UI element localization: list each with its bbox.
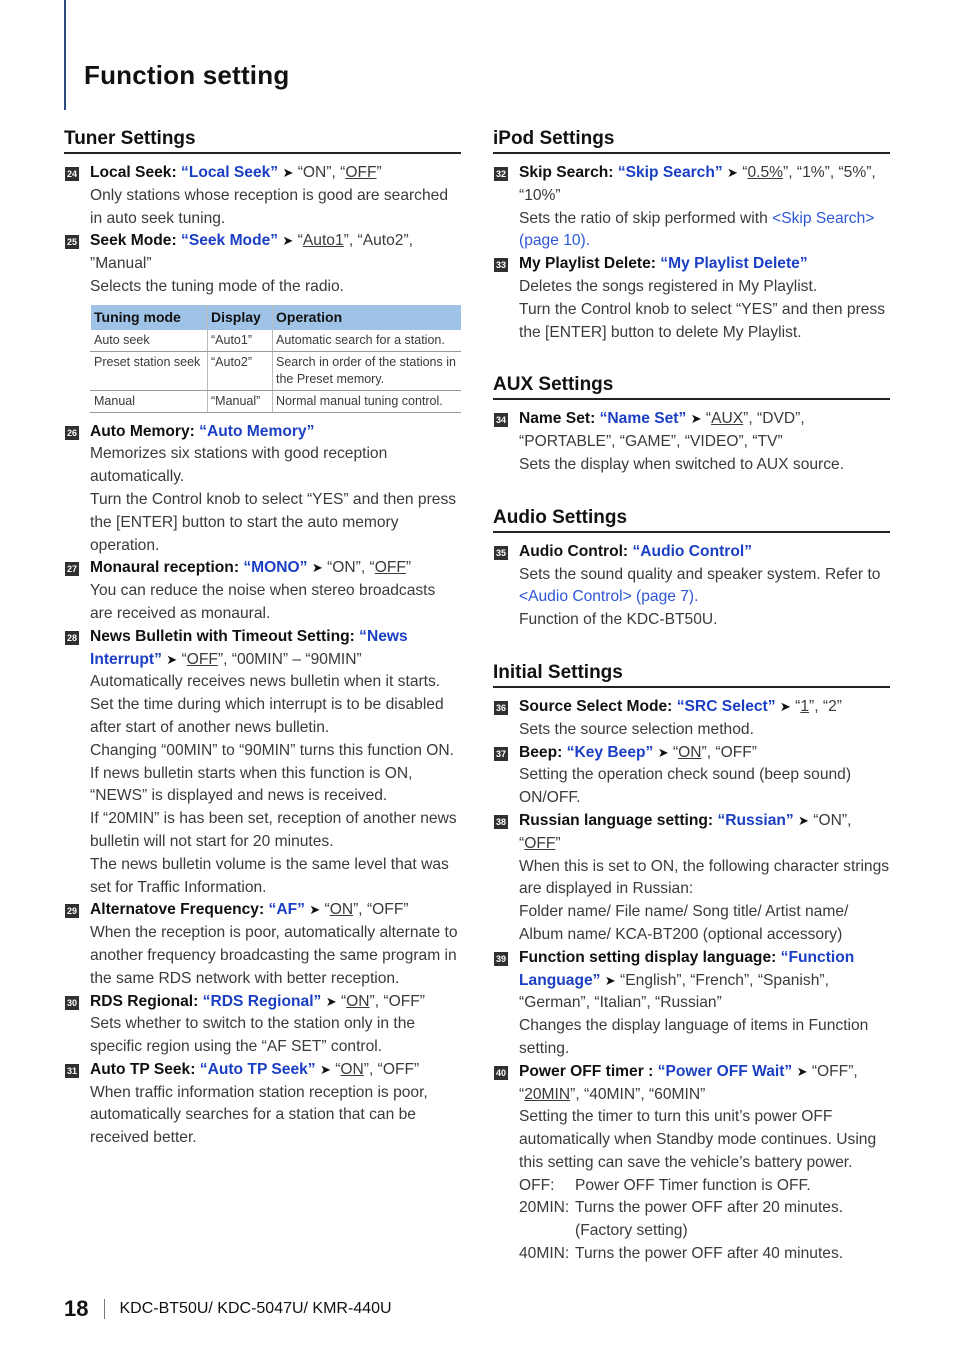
table-cell: “Manual” — [208, 390, 273, 412]
options: “English”, “French”, “Spanish”, “German”, “Italian”, “Russian” — [519, 971, 829, 1012]
options: “ON”, “OFF” — [340, 992, 425, 1010]
item-label: Audio Control: — [519, 542, 629, 560]
item-description: Deletes the songs registered in My Playlist. — [519, 277, 818, 295]
arrow-icon: ➤ — [166, 651, 178, 667]
display-key: “Key Beep” — [566, 743, 654, 761]
item-description: If “20MIN” is has been set, reception of another news bulletin will not start for 20 minutes. — [90, 810, 457, 850]
default-option: OFF — [374, 559, 406, 577]
display-key: “AF” — [268, 901, 305, 919]
item-description: Memorizes six stations with good reception automatically. — [90, 445, 388, 486]
display-key: “Skip Search” — [617, 164, 723, 181]
item-label: Power OFF timer : — [519, 1062, 654, 1080]
definition-value: Power OFF Timer function is OFF. — [575, 1176, 811, 1194]
options: “OFF”, “00MIN” – “90MIN” — [181, 650, 362, 668]
item-number-badge: 26 — [66, 427, 77, 438]
arrow-icon: ➤ — [796, 1063, 808, 1079]
default-option: 0.5% — [747, 164, 784, 181]
table-header-row — [91, 305, 462, 330]
default-option: Auto1 — [302, 232, 344, 250]
section-heading-initial: Initial Settings — [493, 662, 890, 688]
item-label: Auto TP Seek: — [90, 1060, 196, 1078]
item-description: Sets the ratio of skip performed with — [519, 209, 773, 227]
item-number-badge: 31 — [66, 1065, 77, 1076]
options: “ON”, “OFF” — [297, 164, 382, 181]
item-number-badge: 25 — [66, 237, 77, 248]
definition-row — [519, 1175, 890, 1198]
default-option: ON — [346, 992, 370, 1010]
item-description: Automatically receives news bulletin when it starts. Set the time during which interrupt is to be disabled after start of another news bulletin. — [90, 673, 444, 736]
item-number-badge: 38 — [495, 816, 506, 827]
item-number-badge: 35 — [495, 547, 506, 558]
item-power-off-wait — [493, 1061, 890, 1266]
item-number-badge: 33 — [495, 260, 506, 271]
item-label: Skip Search: — [519, 164, 614, 181]
page-footer — [64, 1296, 392, 1322]
display-key: “SRC Select” — [676, 697, 776, 715]
definition-key: 20MIN: — [519, 1199, 570, 1217]
item-label: Name Set: — [519, 410, 596, 428]
item-description: When traffic information station reception is poor, automatically searches for a station that can be received better. — [90, 1083, 428, 1147]
tuning-mode-table — [90, 305, 461, 413]
item-number-badge: 24 — [66, 169, 77, 179]
arrow-icon: ➤ — [282, 165, 294, 180]
item-number-badge: 30 — [66, 997, 77, 1008]
item-description: When the reception is poor, automatically alternate to another frequency broadcasting the same program in the same RDS network with better reception. — [90, 924, 458, 987]
arrow-icon: ➤ — [282, 233, 294, 249]
item-number-badge: 28 — [66, 632, 77, 643]
default-option: 1 — [800, 697, 810, 715]
skip-search-link[interactable]: <Skip Search> (page 10). — [519, 209, 875, 250]
audio-control-link[interactable]: <Audio Control> (page 7). — [519, 588, 699, 606]
item-source-select — [493, 696, 890, 742]
right-column — [493, 128, 890, 1266]
table-row — [91, 330, 462, 352]
item-label: Monaural reception: — [90, 559, 240, 577]
item-label: My Playlist Delete: — [519, 255, 656, 273]
item-seek-mode — [64, 230, 461, 412]
item-description: When this is set to ON, the following character strings are displayed in Russian: — [519, 857, 890, 898]
item-skip-search — [493, 162, 890, 253]
item-description: Setting the operation check sound (beep sound) ON/OFF. — [519, 766, 852, 807]
options: “ON”, “OFF” — [519, 811, 852, 852]
item-description: Sets whether to switch to the station only in the specific region using the “AF SET” control. — [90, 1015, 416, 1056]
item-number-badge: 27 — [66, 564, 77, 575]
table-cell: Preset station seek — [91, 351, 208, 390]
left-column — [64, 128, 461, 1150]
table-cell: Normal manual tuning control. — [273, 390, 462, 412]
options: “1”, “2” — [795, 697, 842, 715]
section-heading-tuner: Tuner Settings — [64, 128, 461, 154]
item-audio-control — [493, 541, 890, 632]
section-heading-ipod: iPod Settings — [493, 128, 890, 154]
arrow-icon: ➤ — [657, 744, 669, 760]
item-alternative-frequency — [64, 899, 461, 990]
item-number-badge: 37 — [495, 748, 506, 759]
item-label: RDS Regional: — [90, 992, 199, 1010]
item-description: Folder name/ File name/ Song title/ Artist name/ Album name/ KCA-BT200 (optional accessory) — [519, 903, 849, 943]
item-description: You can reduce the noise when stereo broadcasts are received as monaural. — [90, 582, 436, 622]
item-news-interrupt — [64, 626, 461, 900]
options: “Auto1”, “Auto2”, ”Manual” — [90, 232, 413, 273]
item-number-badge: 29 — [66, 906, 77, 917]
model-names: KDC-BT50U/ KDC-5047U/ KMR-440U — [119, 1300, 392, 1317]
table-cell: Manual — [91, 390, 208, 412]
item-my-playlist-delete — [493, 253, 890, 344]
item-description: Sets the source selection method. — [519, 720, 754, 738]
item-description: Only stations whose reception is good are searched in auto seek tuning. — [90, 186, 448, 227]
table-cell: “Auto1” — [208, 330, 273, 352]
default-option: OFF — [524, 834, 556, 852]
arrow-icon: ➤ — [779, 698, 791, 714]
item-description: Setting the timer to turn this unit’s power OFF automatically when Standby mode continues. Using this setting can save the vehicle’s battery power. — [519, 1108, 877, 1171]
item-description: Turn the Control knob to select “YES” and then press the [ENTER] button to start the auto memory operation. — [90, 490, 457, 554]
default-option: OFF — [345, 164, 377, 181]
item-label: Auto Memory: — [90, 422, 195, 440]
table-cell: Search in order of the stations in the Preset memory. — [273, 351, 462, 390]
item-function-language — [493, 947, 890, 1061]
table-row — [91, 390, 462, 412]
default-option: 20MIN — [524, 1085, 571, 1103]
item-number-badge: 34 — [495, 415, 506, 426]
display-key: “RDS Regional” — [202, 992, 322, 1010]
definition-key: 40MIN: — [519, 1245, 570, 1263]
section-heading-audio: Audio Settings — [493, 507, 890, 533]
table-row — [91, 351, 462, 390]
default-option: ON — [329, 901, 354, 919]
item-label: News Bulletin with Timeout Setting: — [90, 627, 355, 645]
default-option: ON — [678, 743, 702, 761]
item-rds-regional — [64, 991, 461, 1059]
arrow-icon: ➤ — [325, 993, 337, 1009]
definition-row — [519, 1243, 890, 1266]
display-key: “Auto Memory” — [199, 422, 315, 440]
item-key-beep — [493, 742, 890, 810]
item-number-badge: 39 — [495, 953, 506, 964]
display-key: “Seek Mode” — [181, 232, 279, 250]
table-header: Display — [208, 305, 273, 330]
item-label: Source Select Mode: — [519, 697, 673, 715]
table-header: Operation — [273, 305, 462, 330]
display-key: “Auto TP Seek” — [199, 1060, 316, 1078]
options: “ON”, “OFF” — [327, 559, 412, 577]
display-key: “Local Seek” — [181, 164, 279, 181]
arrow-icon: ➤ — [319, 1061, 331, 1077]
item-description: If news bulletin starts when this function is ON, “NEWS” is displayed and news is received. — [90, 764, 413, 805]
options: “ON”, “OFF” — [672, 743, 757, 761]
default-option: AUX — [711, 410, 744, 428]
margin-rule — [64, 0, 66, 110]
definition-row — [519, 1197, 890, 1243]
item-label: Function setting display language: — [519, 948, 777, 966]
arrow-icon: ➤ — [727, 165, 738, 180]
item-number-badge: 32 — [495, 169, 506, 179]
item-description: The news bulletin volume is the same level that was set for Traffic Information. — [90, 855, 449, 896]
definition-value: Turns the power OFF after 40 minutes. — [575, 1245, 844, 1263]
item-label: Russian language setting: — [519, 811, 714, 829]
display-key: “Function Language” — [519, 948, 855, 989]
item-monaural — [64, 557, 461, 625]
item-label: Beep: — [519, 743, 563, 761]
display-key: “News Interrupt” — [90, 627, 408, 668]
table-header: Tuning mode — [91, 305, 208, 330]
display-key: “Name Set” — [599, 410, 687, 428]
display-key: “Power OFF Wait” — [657, 1062, 793, 1080]
display-key: “MONO” — [243, 559, 308, 577]
arrow-icon: ➤ — [311, 560, 323, 576]
item-description: Selects the tuning mode of the radio. — [90, 277, 344, 295]
arrow-icon: ➤ — [798, 812, 809, 828]
options: “AUX”, “DVD”, “PORTABLE”, “GAME”, “VIDEO”, “TV” — [519, 410, 805, 451]
item-auto-tp-seek — [64, 1059, 461, 1150]
item-russian — [493, 810, 890, 947]
default-option: OFF — [186, 650, 218, 668]
item-name-set — [493, 408, 890, 476]
item-label: Alternatove Frequency: — [90, 901, 265, 919]
table-cell: Auto seek — [91, 330, 208, 352]
page-title: Function setting — [84, 60, 290, 90]
definition-value: Turns the power OFF after 20 minutes. (Factory setting) — [575, 1199, 844, 1240]
arrow-icon: ➤ — [690, 411, 702, 427]
options: “OFF”, “20MIN”, “40MIN”, “60MIN” — [519, 1062, 858, 1103]
display-key: “Russian” — [717, 811, 794, 829]
arrow-icon: ➤ — [604, 972, 616, 988]
item-number-badge: 40 — [495, 1067, 506, 1078]
page-number: 18 — [64, 1296, 89, 1321]
default-option: ON — [340, 1060, 364, 1078]
table-cell: “Auto2” — [208, 351, 273, 390]
display-key: “Audio Control” — [632, 542, 753, 560]
item-description: Function of the KDC-BT50U. — [519, 611, 718, 629]
options: “0.5%”, “1%”, “5%”, “10%” — [519, 164, 876, 204]
item-label: Seek Mode: — [90, 232, 177, 250]
options: “ON”, “OFF” — [335, 1060, 420, 1078]
item-description: Changing “00MIN” to “90MIN” turns this function ON. — [90, 741, 454, 759]
item-description: Turn the Control knob to select “YES” and then press the [ENTER] button to delete My Playlist. — [519, 300, 886, 341]
item-description: Changes the display language of items in Function setting. — [519, 1017, 869, 1057]
item-auto-memory — [64, 421, 461, 558]
display-key: “My Playlist Delete” — [660, 255, 808, 273]
table-cell: Automatic search for a station. — [273, 330, 462, 352]
footer-divider — [104, 1299, 105, 1319]
options: “ON”, “OFF” — [324, 901, 409, 919]
item-local-seek — [64, 162, 461, 230]
item-description: Sets the sound quality and speaker system. Refer to — [519, 565, 881, 583]
definition-key: OFF: — [519, 1176, 555, 1194]
section-heading-aux: AUX Settings — [493, 374, 890, 400]
item-description: Sets the display when switched to AUX source. — [519, 455, 845, 473]
item-number-badge: 36 — [495, 702, 506, 713]
arrow-icon: ➤ — [309, 902, 321, 918]
item-label: Local Seek: — [90, 164, 177, 181]
